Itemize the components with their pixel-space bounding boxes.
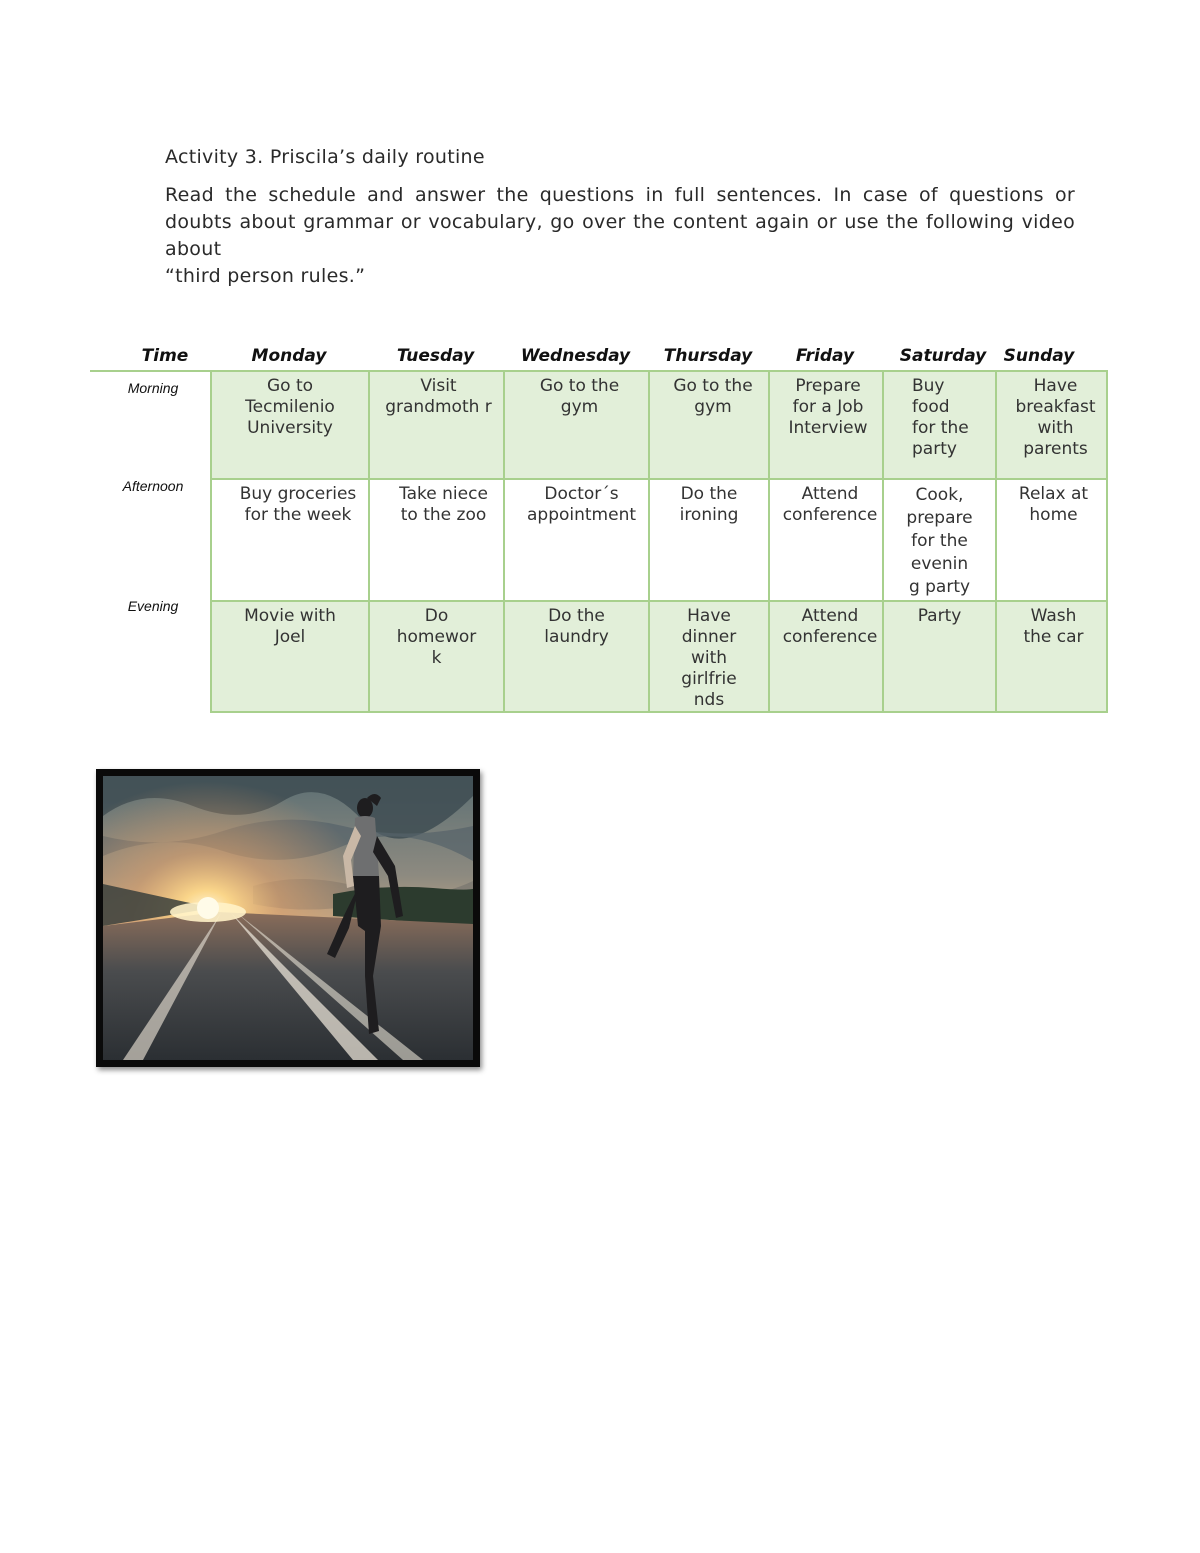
cell-friday-evening: Attend conference bbox=[769, 601, 883, 712]
header-thursday: Thursday bbox=[663, 346, 753, 366]
cell-saturday-evening: Party bbox=[883, 601, 996, 712]
cell-wednesday-morning: Go to the gym bbox=[504, 371, 649, 479]
instructions bbox=[165, 182, 1075, 290]
header-time: Time bbox=[141, 346, 189, 366]
instructions-paragraph: Read the schedule and answer the questions in full sentences. In case of questions or doubts about grammar or vocabulary, go over the content again or use the following video about bbox=[165, 184, 1075, 260]
cell-wednesday-evening: Do the laundry bbox=[504, 601, 649, 712]
cell-saturday-afternoon: Cook, prepare for the evening party bbox=[883, 479, 996, 601]
cell-saturday-morning: Buy food for the party bbox=[883, 371, 996, 479]
period-evening: Evening bbox=[127, 598, 179, 614]
cell-thursday-morning: Go to the gym bbox=[649, 371, 769, 479]
cell-tuesday-morning: Visit grandmoth r bbox=[369, 371, 504, 479]
activity-title: Activity 3. Priscila’s daily routine bbox=[165, 146, 485, 168]
cell-sunday-afternoon: Relax at home bbox=[996, 479, 1107, 601]
cell-tuesday-evening: Do homework bbox=[369, 601, 504, 712]
period-morning: Morning bbox=[127, 380, 179, 396]
header-saturday: Saturday bbox=[899, 346, 987, 366]
cell-monday-morning: Go to Tecmilenio University bbox=[211, 371, 369, 479]
runner-at-sunset-photo bbox=[103, 776, 473, 1060]
cell-wednesday-afternoon: Doctor´s appointment bbox=[504, 479, 649, 601]
row-afternoon bbox=[211, 479, 1107, 601]
cell-monday-afternoon: Buy groceries for the week bbox=[211, 479, 369, 601]
header-tuesday: Tuesday bbox=[396, 346, 475, 366]
period-afternoon: Afternoon bbox=[122, 478, 184, 494]
runner-photo-frame bbox=[96, 769, 480, 1067]
cell-sunday-morning: Have breakfast with parents bbox=[996, 371, 1107, 479]
header-monday: Monday bbox=[251, 346, 327, 366]
schedule bbox=[90, 346, 1110, 716]
header-wednesday: Wednesday bbox=[520, 346, 631, 366]
row-morning bbox=[211, 371, 1107, 479]
cell-friday-afternoon: Attend conference bbox=[769, 479, 883, 601]
cell-thursday-afternoon: Do the ironing bbox=[649, 479, 769, 601]
cell-monday-evening: Movie with Joel bbox=[211, 601, 369, 712]
header-sunday: Sunday bbox=[1003, 346, 1075, 366]
schedule-grid bbox=[210, 370, 1108, 713]
cell-friday-morning: Prepare for a Job Interview bbox=[769, 371, 883, 479]
cell-thursday-evening: Have dinner with girlfriends bbox=[649, 601, 769, 712]
cell-tuesday-afternoon: Take niece to the zoo bbox=[369, 479, 504, 601]
cell-sunday-evening: Wash the car bbox=[996, 601, 1107, 712]
instructions-quote: “third person rules.” bbox=[165, 265, 366, 287]
row-evening bbox=[211, 601, 1107, 712]
header-friday: Friday bbox=[795, 346, 855, 366]
